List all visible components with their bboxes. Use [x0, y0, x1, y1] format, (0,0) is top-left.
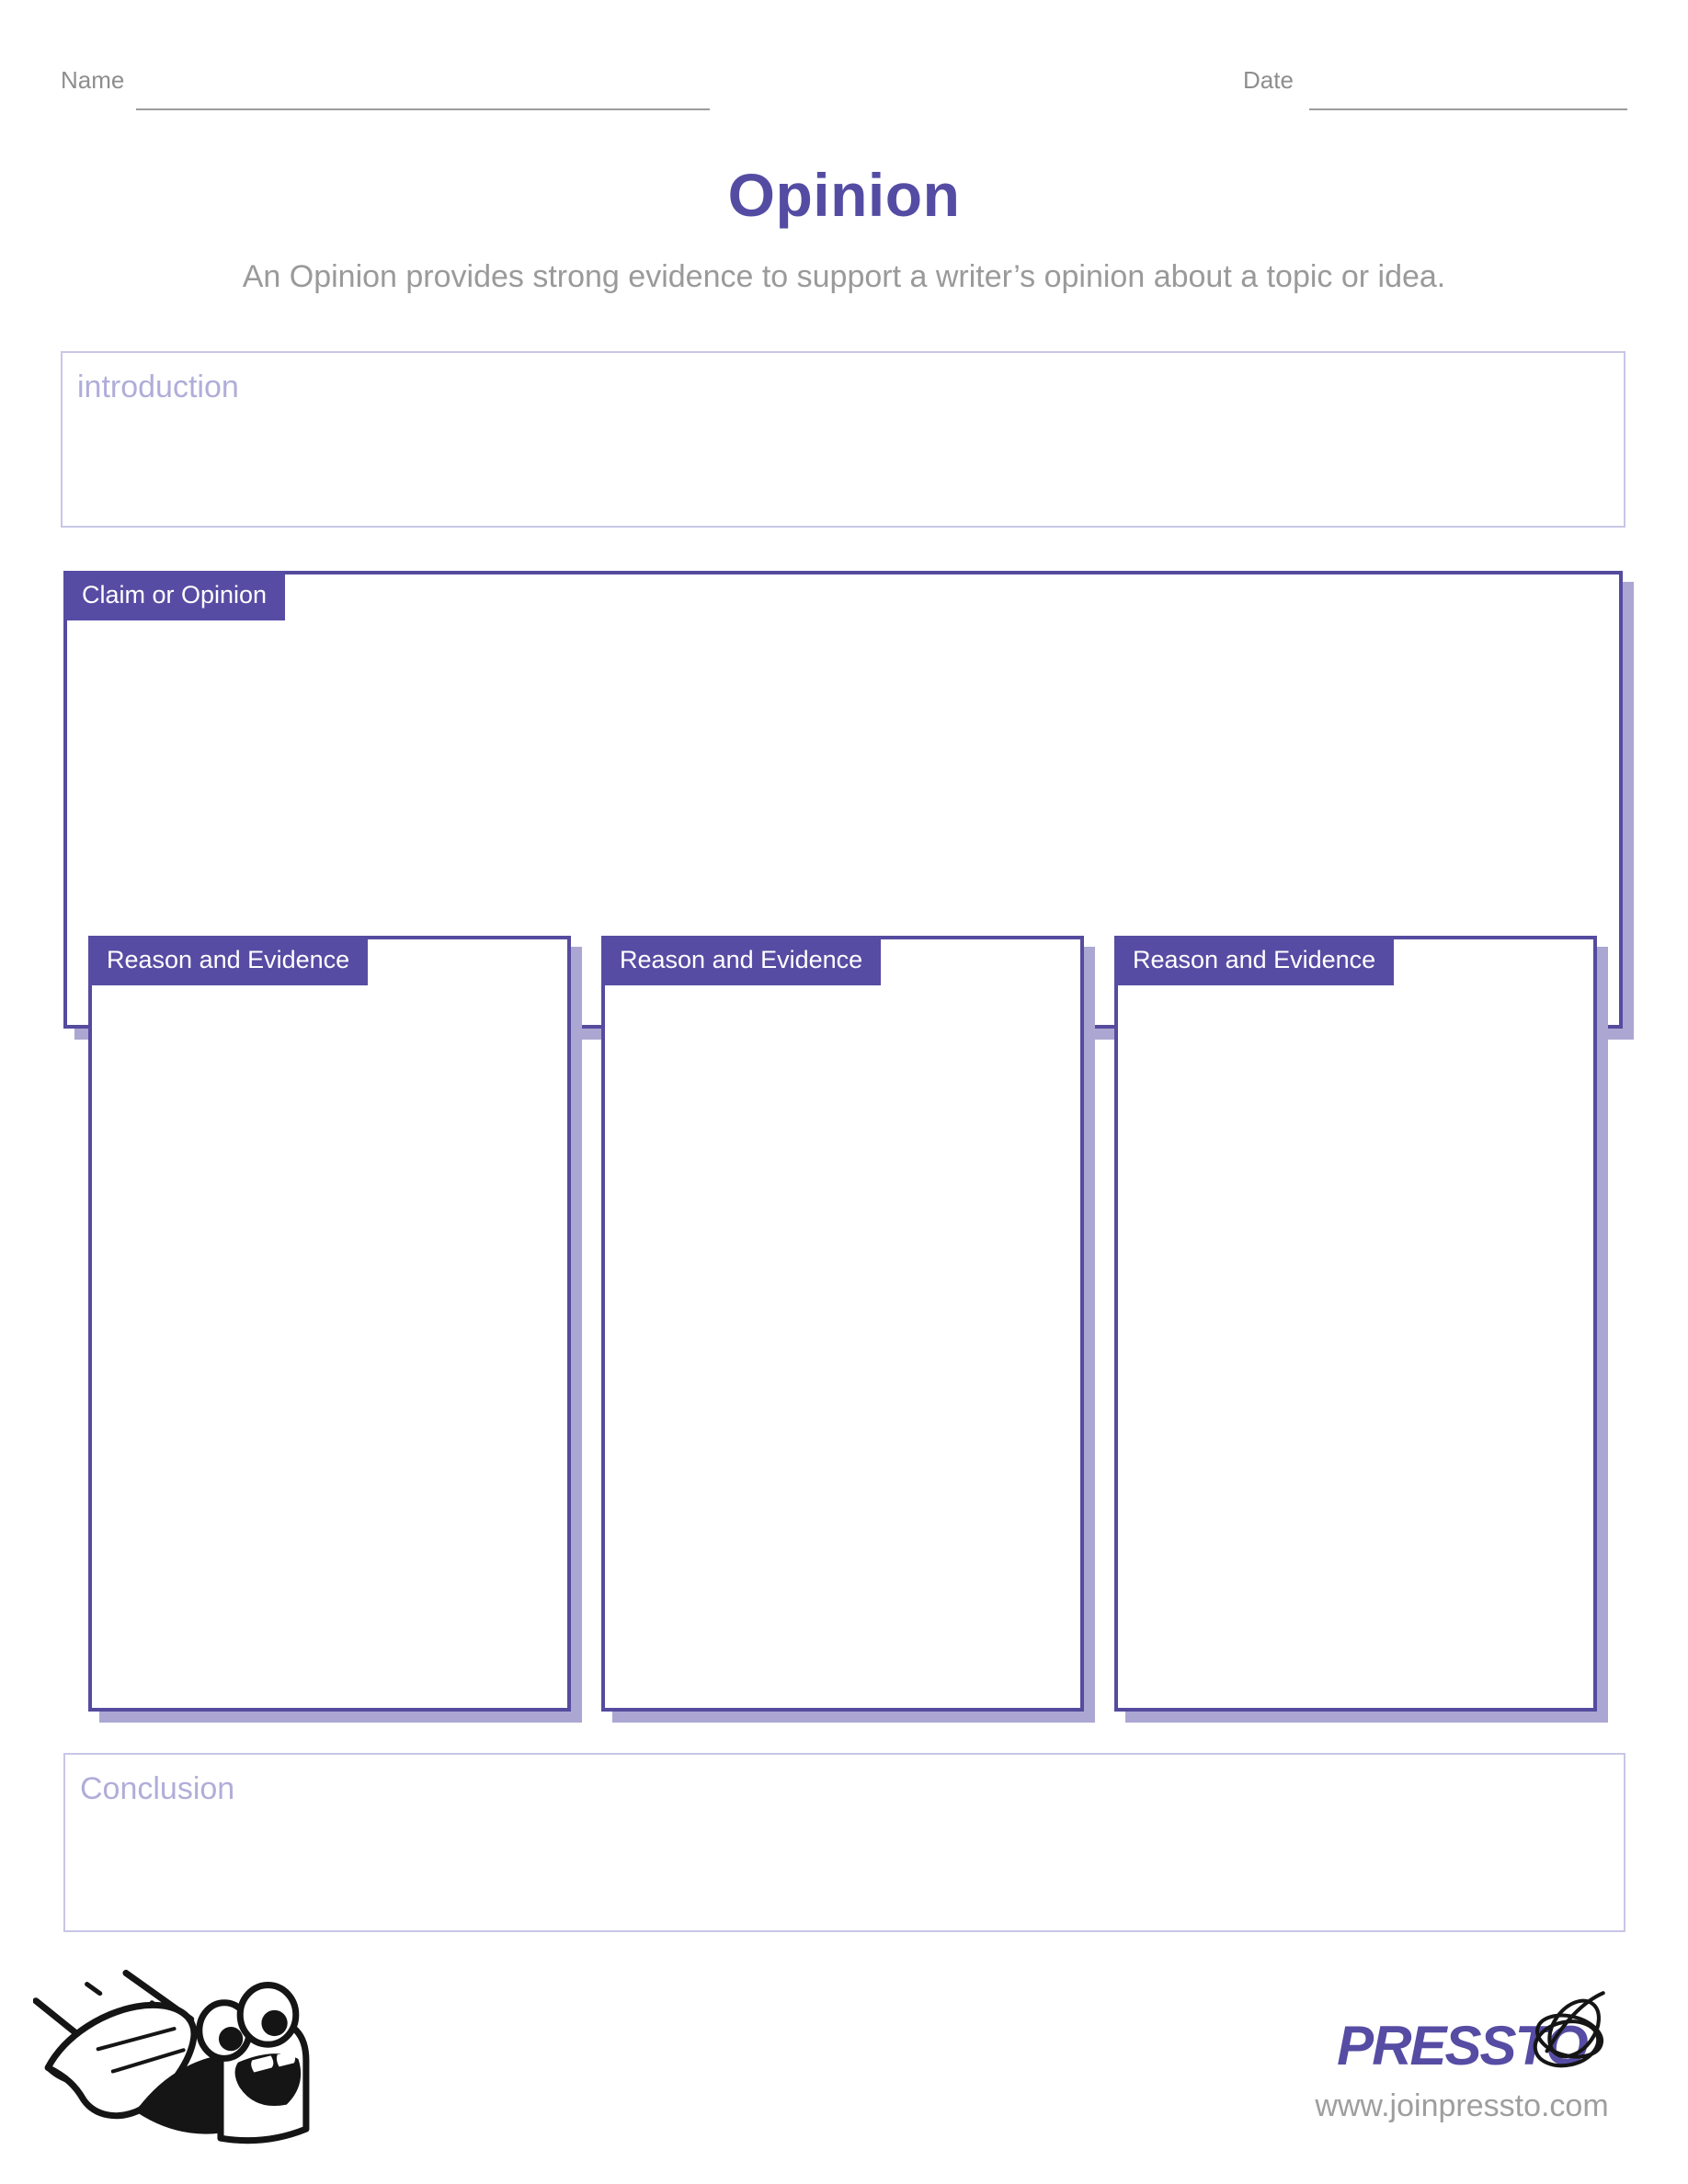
reason-label-tag: Reason and Evidence [601, 936, 881, 985]
introduction-placeholder: introduction [77, 370, 239, 404]
pressto-logo-wordmark: PRESSTO [1337, 2015, 1587, 2076]
reason-evidence-textbox-2[interactable] [601, 936, 1084, 1712]
name-label: Name [61, 66, 125, 94]
conclusion-placeholder: Conclusion [80, 1771, 235, 1806]
pressto-logo-text [1337, 2015, 1587, 2076]
website-url: www.joinpressto.com [1315, 2088, 1609, 2123]
flying-paper-mascot-icon [33, 1963, 316, 2182]
name-write-line[interactable] [136, 108, 710, 110]
date-write-line[interactable] [1309, 108, 1627, 110]
introduction-textbox[interactable] [61, 351, 1625, 528]
scribble-o-icon [1515, 1982, 1618, 2085]
reason-evidence-textbox-3[interactable] [1114, 936, 1597, 1712]
page-title: Opinion [727, 161, 961, 229]
date-label: Date [1243, 66, 1294, 94]
reason-label-tag: Reason and Evidence [1114, 936, 1394, 985]
page-subtitle: An Opinion provides strong evidence to support a writer’s opinion about a topic or idea. [242, 259, 1446, 294]
conclusion-textbox[interactable] [63, 1753, 1625, 1932]
reason-evidence-textbox-1[interactable] [88, 936, 571, 1712]
pressto-logo [1296, 2015, 1627, 2076]
reason-label-tag: Reason and Evidence [88, 936, 368, 985]
claim-label-tag: Claim or Opinion [63, 571, 285, 620]
